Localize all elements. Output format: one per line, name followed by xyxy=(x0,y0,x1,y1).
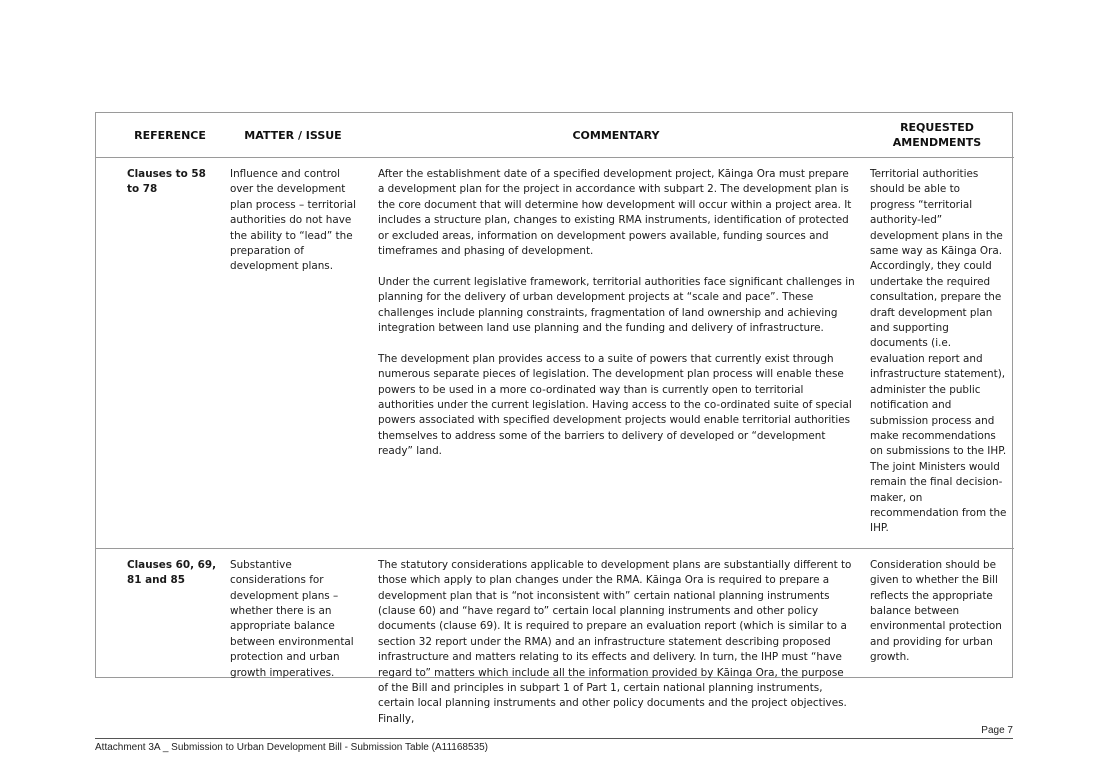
row-matter: Substantive considerations for development plans – whether there is an appropriate balance between environmental protection and urban growth imperatives. xyxy=(230,558,354,679)
row-commentary xyxy=(372,158,860,549)
table-header-row xyxy=(96,113,1014,158)
page-number: Page 7 xyxy=(981,725,1013,736)
header-amendments-line1: REQUESTED xyxy=(900,121,974,134)
header-reference: REFERENCE xyxy=(96,113,226,158)
commentary-paragraph: Under the current legislative framework, territorial authorities face significant challenges in planning for the delivery of urban development projects at “scale and pace”. These challenges include planning constraints, fragmentation of land ownership and achieving integration between land use planning and the funding and delivery of infrastructure. xyxy=(378,275,855,335)
header-commentary: COMMENTARY xyxy=(372,113,860,158)
submission-table-grid xyxy=(96,113,1014,737)
row-matter: Influence and control over the development plan process – territorial authorities do not have the ability to “lead” the preparation of development plans. xyxy=(226,158,372,549)
commentary-paragraph: The statutory considerations applicable to development plans are substantially different to those which apply to plan changes under the RMA. Kāinga Ora is required to prepare a development plan that is “not inconsistent with” certain national planning instruments (clause 60) and “have regard to” certain local planning instruments and other policy documents (clause 69). It is required to prepare an evaluation report (which is similar to a section 32 report under the RMA) and an infrastructure statement describing proposed infrastructure and matters relating to its effects and delivery. In turn, the IHP must “have regard to” matters which include all the information provided by Kāinga Ora, the purpose of the Bill and principles in subpart 1 of Part 1, certain national planning instruments, certain local planning instruments and other policy documents and the project objectives. Finally, xyxy=(378,558,852,725)
row-commentary xyxy=(372,548,860,737)
row-amendments: Territorial authorities should be able to progress “territorial authority-led” development plans in the same way as Kāinga Ora. Accordingly, they could undertake the required consultation, prepare the draft development plan and supporting documents (i.e. evaluation report and infrastructure statement), administer the public notification and submission process and make recommendations on submissions to the IHP. The joint Ministers would remain the final decision-maker, on recommendation from the IHP. xyxy=(860,158,1014,549)
row-amendments: Consideration should be given to whether the Bill reflects the appropriate balance between environmental protection and providing for urban growth. xyxy=(870,558,1002,664)
commentary-paragraph: After the establishment date of a specified development project, Kāinga Ora must prepare a development plan for the project in accordance with subpart 2. The development plan is the core document that will determine how development will occur within a project area. It includes a structure plan, changes to existing RMA instruments, identification of protected or excluded areas, information on development powers available, funding sources and timeframes and phasing of development. xyxy=(378,168,852,258)
commentary-paragraph: The development plan provides access to a suite of powers that currently exist through numerous separate pieces of legislation. The development plan process will enable these powers to be used in a more co-ordinated way than is currently open to territorial authorities under the current legislation. Having access to the co-ordinated suite of special powers associated with specified development projects would enable territorial authorities themselves to address some of the barriers to delivery of developed or “development ready” land. xyxy=(378,352,852,458)
header-amendments xyxy=(860,113,1014,158)
footer-divider xyxy=(95,738,1013,739)
table-row xyxy=(96,158,1014,549)
submission-table xyxy=(95,112,1013,725)
header-matter: MATTER / ISSUE xyxy=(226,113,372,158)
footer-attachment-label: Attachment 3A _ Submission to Urban Development Bill - Submission Table (A11168535) xyxy=(95,742,488,753)
row-reference: Clauses to 58 to 78 xyxy=(96,158,226,549)
table-row xyxy=(96,548,1014,737)
header-amendments-line2: AMENDMENTS xyxy=(892,136,982,149)
row-reference: Clauses 60, 69, 81 and 85 xyxy=(127,558,217,587)
